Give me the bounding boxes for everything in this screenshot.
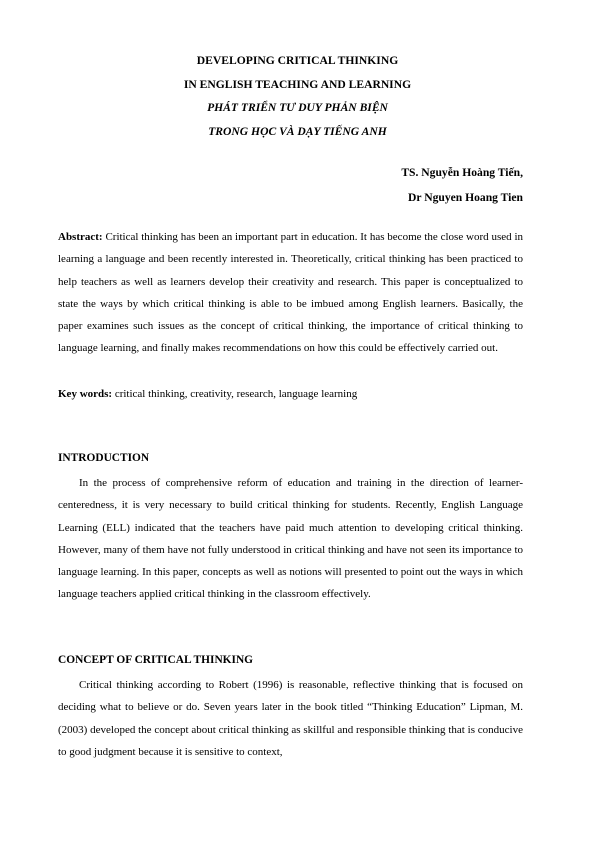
abstract-text: Critical thinking has been an important part in education. It has become the close word used in learning a language and been recently interested in. Theoretically, critical thinking has been practiced to help teachers as well as learners develop their creativity and research. This paper is conceptualized to state the ways by which critical thinking is able to be imbued among English learners. Basically, the paper examines such issues as the concept of critical thinking, the importance of critical thinking to language learning, and finally makes recommendations on how this could be effectively carried out. [58,231,523,355]
abstract-label: Abstract: [58,231,103,243]
title-line-3: PHÁT TRIỂN TƯ DUY PHẢN BIỆN [207,101,388,114]
keywords-label: Key words: [58,388,113,400]
title-line-4: TRONG HỌC VÀ DẠY TIẾNG ANH [208,124,387,138]
keywords-paragraph [58,383,523,405]
concept-heading: CONCEPT OF CRITICAL THINKING [58,654,254,666]
author-english: Dr Nguyen Hoang Tien [408,191,523,204]
author-vietnamese: TS. Nguyễn Hoàng Tiến, [401,166,523,179]
concept-paragraph: Critical thinking according to Robert (1996) is reasonable, reflective thinking that is focused on deciding what to believe or do. Seven years later in the book titled “Thinking Education” Lipman, M. (2003) developed the concept about critical thinking as skillful and responsible thinking that is conducive to good judgment because it is sensitive to context, [58,679,523,758]
author-block [401,160,523,210]
abstract-paragraph [58,226,523,360]
introduction-paragraph: In the process of comprehensive reform of education and training in the direction of learner-centeredness, it is very necessary to build critical thinking for students. Recently, English Language Learning (ELL) indicated that the teachers have paid much attention to developing critical thinking. However, many of them have not fully understood in critical thinking and have not seen its importance to language learning. In this paper, concepts as well as notions will presented to point out the ways in which language teachers applied critical thinking in the classroom effectively. [58,477,523,601]
title-block [0,49,595,143]
title-line-1: DEVELOPING CRITICAL THINKING [196,54,399,67]
title-line-2: IN ENGLISH TEACHING AND LEARNING [183,77,412,91]
keywords-text: critical thinking, creativity, research, language learning [114,388,358,400]
introduction-heading: INTRODUCTION [58,452,150,464]
